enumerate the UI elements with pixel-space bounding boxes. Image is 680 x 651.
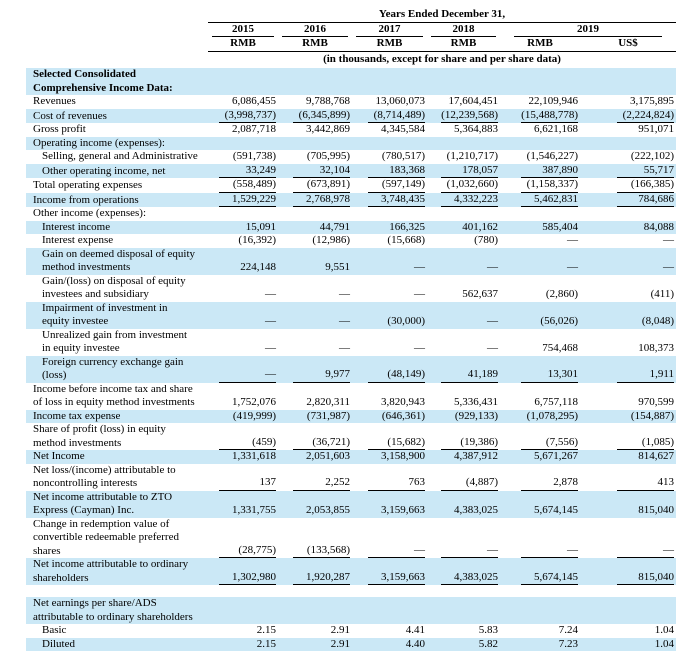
cell-value: 951,071 [580,123,676,137]
cell-value: 5,364,883 [427,123,500,137]
cell-value: 2,878 [500,464,580,491]
units-note: (in thousands, except for share and per share data) [208,51,676,68]
section-title-row [26,68,676,95]
cell-value: 1,911 [580,356,676,383]
row-label: Net income attributable to ordinary shareholders [26,558,208,585]
row-label: Gain on deemed disposal of equity method investments [26,248,208,275]
cell-value: (673,891) [278,178,352,193]
cell-value: 7.23 [500,638,580,651]
cell-value: (731,987) [278,410,352,424]
cell-value: (591,738) [208,150,278,164]
table-row [26,464,676,491]
cell-value: (133,568) [278,518,352,559]
row-label: Selected Consolidated Comprehensive Income Data: [26,68,208,95]
cell-value: 1,529,229 [208,193,278,208]
row-label: Interest expense [26,234,208,248]
table-row [26,585,676,597]
table-row [26,491,676,518]
cell-value [500,207,580,221]
cell-value: — [208,302,278,329]
cell-value: (558,489) [208,178,278,193]
cell-value: — [427,248,500,275]
cell-value [500,137,580,151]
table-row [26,234,676,248]
table-row [26,123,676,137]
cell-value: (1,210,717) [427,150,500,164]
cell-value: (780) [427,234,500,248]
cell-value: 2,087,718 [208,123,278,137]
cell-value: 815,040 [580,491,676,518]
cell-value: 4,383,025 [427,558,500,585]
cell-value: 7.24 [500,624,580,638]
year-2016: 2016 [282,23,348,38]
cell-value [208,207,278,221]
cell-value: 1,752,076 [208,383,278,410]
cell-value [500,68,580,95]
cell-value [278,597,352,624]
cell-value: 22,109,946 [500,95,580,109]
cell-value: 4,383,025 [427,491,500,518]
table-row [26,164,676,179]
cell-value: (36,721) [278,423,352,450]
cell-value [500,597,580,624]
cell-value: 5,674,145 [500,491,580,518]
cell-value: (646,361) [352,410,427,424]
row-label: Interest income [26,221,208,235]
table-body [26,68,676,651]
table-row [26,329,676,356]
cell-value: 13,060,073 [352,95,427,109]
cell-value: 166,325 [352,221,427,235]
cell-value: (16,392) [208,234,278,248]
cell-value: — [208,356,278,383]
table-row [26,558,676,585]
cell-value: 9,977 [278,356,352,383]
cell-value: (19,386) [427,423,500,450]
cell-value: 224,148 [208,248,278,275]
cell-value: — [427,518,500,559]
cell-value: (705,995) [278,150,352,164]
header-span-row [26,8,676,23]
year-2019: 2019 [514,23,662,38]
cell-value: (166,385) [580,178,676,193]
cell-value [352,207,427,221]
cell-value: 3,159,663 [352,491,427,518]
currency-label: US$ [580,37,676,51]
cell-value [580,137,676,151]
table-row [26,150,676,164]
cell-value: — [352,329,427,356]
cell-value: 1,331,618 [208,450,278,464]
cell-value: 2.91 [278,624,352,638]
cell-value: 6,086,455 [208,95,278,109]
cell-value [352,137,427,151]
cell-value [427,137,500,151]
cell-value: 137 [208,464,278,491]
cell-value: 2,768,978 [278,193,352,208]
row-label: Income tax expense [26,410,208,424]
cell-value: (56,026) [500,302,580,329]
cell-value: 5,674,145 [500,558,580,585]
row-label: Basic [26,624,208,638]
cell-value [580,207,676,221]
cell-value: (30,000) [352,302,427,329]
cell-value: — [500,518,580,559]
cell-value [580,597,676,624]
spacer-cell [26,585,676,597]
cell-value: 4.41 [352,624,427,638]
cell-value: — [500,234,580,248]
table-row [26,248,676,275]
cell-value: (12,239,568) [427,109,500,124]
cell-value: — [500,248,580,275]
table-row [26,207,676,221]
currency-label: RMB [208,37,278,51]
cell-value: (28,775) [208,518,278,559]
cell-value: 387,890 [500,164,580,179]
cell-value [427,68,500,95]
header-empty-cell [26,37,208,51]
cell-value: 3,158,900 [352,450,427,464]
cell-value: (597,149) [352,178,427,193]
cell-value: 784,686 [580,193,676,208]
row-label: Diluted [26,638,208,651]
cell-value: 183,368 [352,164,427,179]
currency-label: RMB [278,37,352,51]
year-2017: 2017 [356,23,423,38]
cell-value: (459) [208,423,278,450]
row-label: Operating income (expenses): [26,137,208,151]
cell-value: 13,301 [500,356,580,383]
cell-value: 5.83 [427,624,500,638]
years-ended-title: Years Ended December 31, [208,8,676,23]
cell-value: (780,517) [352,150,427,164]
cell-value: (154,887) [580,410,676,424]
row-label: Share of profit (loss) in equity method investments [26,423,208,450]
cell-value: 178,057 [427,164,500,179]
cell-value: 3,159,663 [352,558,427,585]
cell-value: (1,078,295) [500,410,580,424]
cell-value: 5,462,831 [500,193,580,208]
cell-value: 5,336,431 [427,383,500,410]
cell-value: 401,162 [427,221,500,235]
table-row [26,624,676,638]
table-row [26,518,676,559]
row-label: Other operating income, net [26,164,208,179]
cell-value: 413 [580,464,676,491]
cell-value: 108,373 [580,329,676,356]
cell-value: (1,032,660) [427,178,500,193]
cell-value: 4,387,912 [427,450,500,464]
cell-value: — [208,275,278,302]
cell-value: 2.91 [278,638,352,651]
row-label: Change in redemption value of convertible redeemable preferred shares [26,518,208,559]
cell-value: (3,998,737) [208,109,278,124]
cell-value: — [352,518,427,559]
cell-value: — [278,329,352,356]
cell-value [427,597,500,624]
cell-value: — [208,329,278,356]
year-2018: 2018 [431,23,496,38]
cell-value: — [278,275,352,302]
header-note-row [26,51,676,68]
row-label: Gain/(loss) on disposal of equity investees and subsidiary [26,275,208,302]
cell-value: — [580,248,676,275]
cell-value: (929,133) [427,410,500,424]
row-label: Revenues [26,95,208,109]
cell-value: (2,860) [500,275,580,302]
cell-value: (8,714,489) [352,109,427,124]
row-label: Unrealized gain from investment in equity investee [26,329,208,356]
table-row [26,109,676,124]
table-header [26,8,676,68]
cell-value: 763 [352,464,427,491]
cell-value: 3,820,943 [352,383,427,410]
cell-value: 3,442,869 [278,123,352,137]
cell-value [208,597,278,624]
table-row [26,410,676,424]
currency-label: RMB [352,37,427,51]
table-row [26,383,676,410]
table-row [26,423,676,450]
row-label: Net earnings per share/ADS attributable to ordinary shareholders [26,597,208,624]
cell-value [352,597,427,624]
table-row [26,137,676,151]
table-row [26,275,676,302]
table-row [26,450,676,464]
row-label: Other income (expenses): [26,207,208,221]
cell-value: 5,671,267 [500,450,580,464]
cell-value: 1,302,980 [208,558,278,585]
cell-value: 3,748,435 [352,193,427,208]
cell-value: (411) [580,275,676,302]
cell-value: — [580,234,676,248]
cell-value [352,68,427,95]
cell-value [208,68,278,95]
row-label: Income before income tax and share of loss in equity method investments [26,383,208,410]
cell-value: 6,621,168 [500,123,580,137]
table-row [26,193,676,208]
row-label: Income from operations [26,193,208,208]
cell-value: 4.40 [352,638,427,651]
cell-value: 41,189 [427,356,500,383]
row-label: Impairment of investment in equity investee [26,302,208,329]
header-empty-cell [26,23,208,38]
cell-value: 2.15 [208,624,278,638]
cell-value [427,207,500,221]
cell-value: — [427,302,500,329]
row-label: Total operating expenses [26,178,208,193]
cell-value [278,137,352,151]
year-2015: 2015 [212,23,274,38]
table-row [26,221,676,235]
cell-value: (15,488,778) [500,109,580,124]
row-label: Net Income [26,450,208,464]
cell-value: 815,040 [580,558,676,585]
cell-value: 17,604,451 [427,95,500,109]
header-empty-cell [26,8,208,23]
cell-value: 1.04 [580,638,676,651]
cell-value [278,207,352,221]
cell-value: 1,920,287 [278,558,352,585]
row-label: Net income attributable to ZTO Express (Cayman) Inc. [26,491,208,518]
cell-value: 2,820,311 [278,383,352,410]
cell-value: 3,175,895 [580,95,676,109]
cell-value: (4,887) [427,464,500,491]
cell-value: (6,345,899) [278,109,352,124]
table-row [26,638,676,651]
cell-value: (12,986) [278,234,352,248]
row-label: Selling, general and Administrative [26,150,208,164]
cell-value: (48,149) [352,356,427,383]
table-row [26,597,676,624]
table-row [26,356,676,383]
table-row [26,95,676,109]
cell-value: (1,158,337) [500,178,580,193]
cell-value: 970,599 [580,383,676,410]
cell-value: 15,091 [208,221,278,235]
cell-value: 9,551 [278,248,352,275]
row-label: Gross profit [26,123,208,137]
cell-value: (15,668) [352,234,427,248]
row-label: Net loss/(income) attributable to noncontrolling interests [26,464,208,491]
cell-value: 2,051,603 [278,450,352,464]
cell-value: — [580,518,676,559]
cell-value: — [352,275,427,302]
cell-value: (2,224,824) [580,109,676,124]
cell-value: 55,717 [580,164,676,179]
cell-value: 814,627 [580,450,676,464]
cell-value: (15,682) [352,423,427,450]
row-label: Cost of revenues [26,109,208,124]
cell-value: 5.82 [427,638,500,651]
cell-value [580,68,676,95]
cell-value: (419,999) [208,410,278,424]
cell-value: 2.15 [208,638,278,651]
cell-value: 562,637 [427,275,500,302]
cell-value: (1,546,227) [500,150,580,164]
cell-value: 2,252 [278,464,352,491]
cell-value [208,137,278,151]
cell-value: — [278,302,352,329]
cell-value: (1,085) [580,423,676,450]
cell-value: 33,249 [208,164,278,179]
cell-value: (7,556) [500,423,580,450]
header-years-row [26,23,676,38]
table-row [26,178,676,193]
cell-value: 754,468 [500,329,580,356]
cell-value: 4,332,223 [427,193,500,208]
cell-value: 6,757,118 [500,383,580,410]
currency-label: RMB [500,37,580,51]
header-empty-cell [26,51,208,68]
cell-value: 1.04 [580,624,676,638]
cell-value: — [352,248,427,275]
currency-label: RMB [427,37,500,51]
cell-value: 2,053,855 [278,491,352,518]
cell-value: 585,404 [500,221,580,235]
cell-value: 1,331,755 [208,491,278,518]
table-row [26,302,676,329]
cell-value: — [427,329,500,356]
cell-value: 4,345,584 [352,123,427,137]
row-label: Foreign currency exchange gain (loss) [26,356,208,383]
cell-value: (222,102) [580,150,676,164]
cell-value [278,68,352,95]
cell-value: 84,088 [580,221,676,235]
income-statement-table [26,8,676,651]
cell-value: 9,788,768 [278,95,352,109]
cell-value: (8,048) [580,302,676,329]
cell-value: 44,791 [278,221,352,235]
header-currency-row [26,37,676,51]
cell-value: 32,104 [278,164,352,179]
